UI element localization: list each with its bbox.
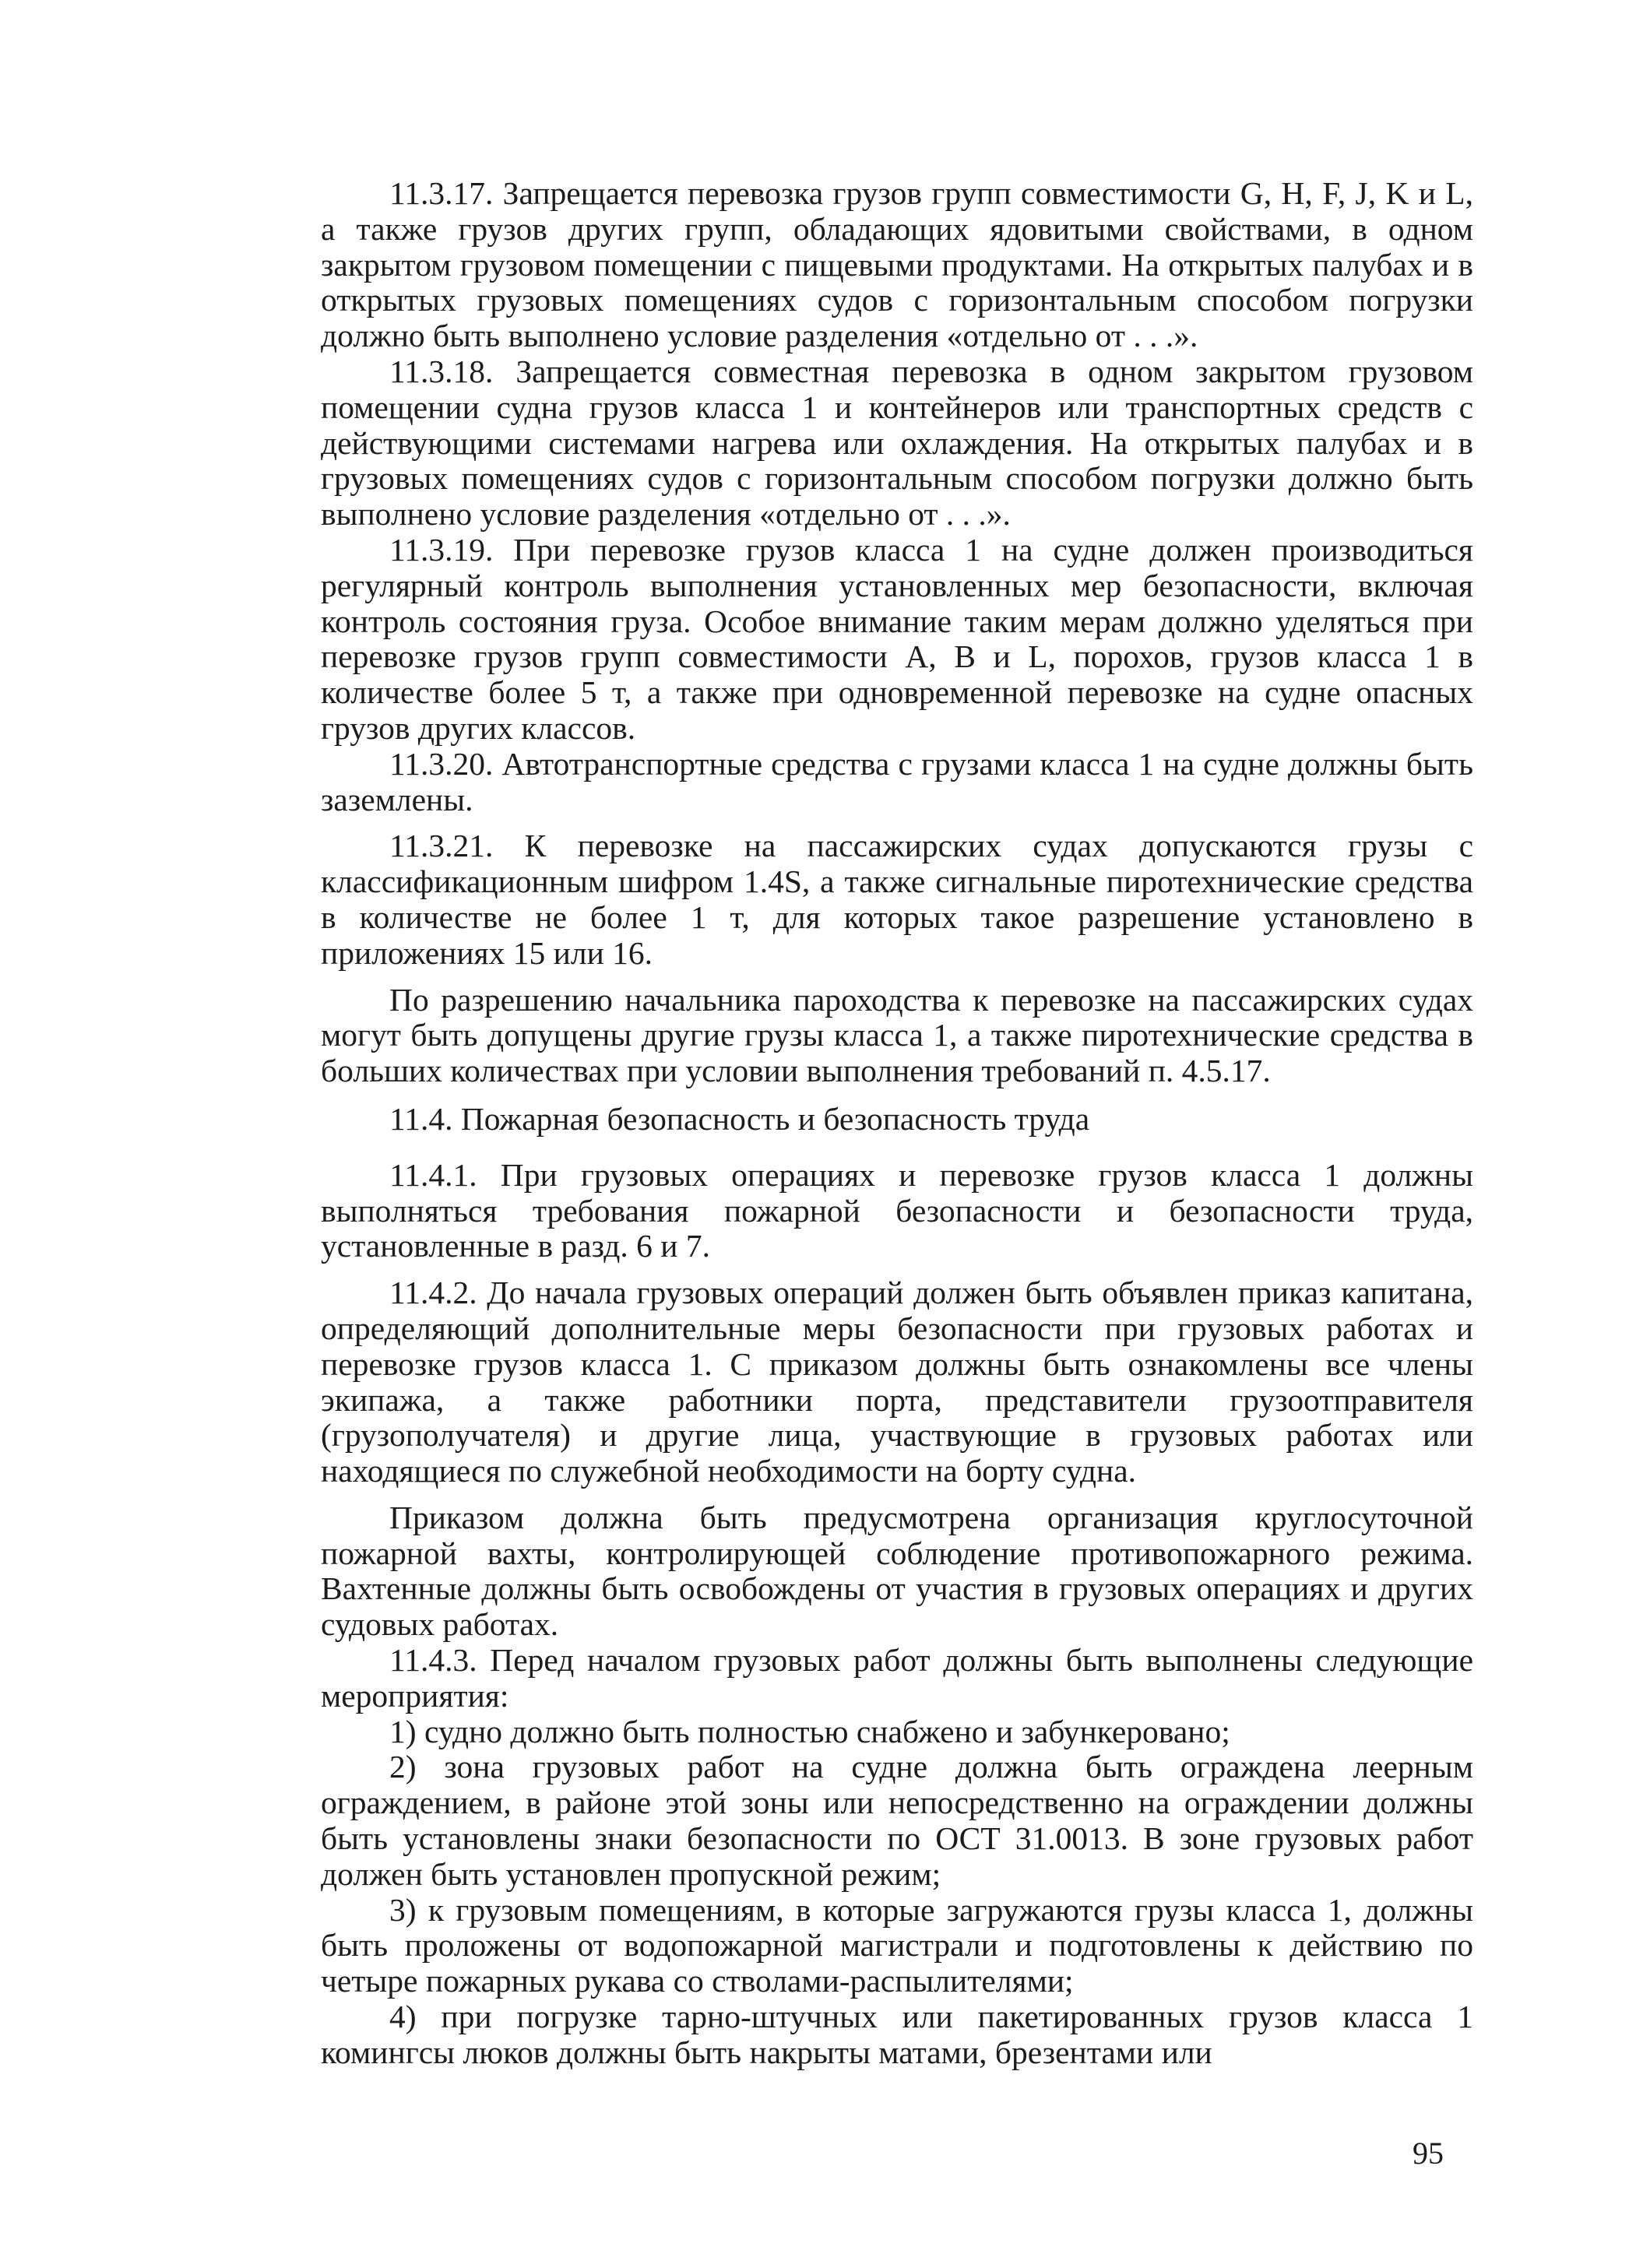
paragraph-11-3-21-continued: По разрешению начальника пароходства к перевозке на пассажирских судах могут быть допущены другие грузы класса 1, а также пиротехнические средства в больших количествах при условии выполнения требований п. 4.5.17. (321, 981, 1473, 1089)
document-body (321, 176, 1473, 2071)
page-number: 95 (1413, 2136, 1444, 2171)
list-item-1: 1) судно должно быть полностью снабжено и забункеровано; (389, 1713, 1230, 1749)
list-item-3: 3) к грузовым помещениям, в которые загружаются грузы класса 1, должны быть проложены от водопожарной магистрали и подготовлены к действию по четыре пожарных рукава со стволами-распылителями; (321, 1891, 1473, 1999)
paragraph-11-3-20: 11.3.20. Автотранспортные средства с грузами класса 1 на судне должны быть заземлены. (321, 745, 1473, 818)
paragraph-11-4-1: 11.4.1. При грузовых операциях и перевозке грузов класса 1 должны выполняться требования пожарной безопасности и безопасности труда, установленные в разд. 6 и 7. (321, 1156, 1473, 1264)
paragraph-11-4-2: 11.4.2. До начала грузовых операций должен быть объявлен приказ капитана, определяющий дополнительные меры безопасности при грузовых работах и перевозке грузов класса 1. С приказом должны быть ознакомлены все члены экипажа, а также работники порта, представители грузоотправителя (грузополучателя) и другие лица, участвующие в грузовых работах или находящиеся по служебной необходимости на борту судна. (321, 1275, 1473, 1489)
paragraph-11-3-19: 11.3.19. При перевозке грузов класса 1 на судне должен производиться регулярный контроль выполнения установленных мер безопасности, включая контроль состояния груза. Особое внимание таким мерам должно уделяться при перевозке грузов групп совместимости A, B и L, порохов, грузов класса 1 в количестве более 5 т, а также при одновременной перевозке на судне опасных грузов других классов. (321, 531, 1473, 746)
paragraph-11-3-21: 11.3.21. К перевозке на пассажирских судах допускаются грузы с классификационным шифром 1.4S, а также сигнальные пиротехнические средства в количестве не более 1 т, для которых такое разрешение установлено в приложениях 15 или 16. (321, 828, 1473, 971)
paragraph-11-4-2-continued: Приказом должна быть предусмотрена организация круглосуточной пожарной вахты, контролирующей соблюдение противопожарного режима. Вахтенные должны быть освобождены от участия в грузовых операциях и других судовых работах. (321, 1499, 1473, 1643)
paragraph-11-4-3: 11.4.3. Перед началом грузовых работ должны быть выполнены следующие мероприятия: (321, 1642, 1473, 1714)
list-item-2: 2) зона грузовых работ на судне должна быть ограждена леерным ограждением, в районе этой зоны или непосредственно на ограждении должны быть установлены знаки безопасности по ОСТ 31.0013. В зоне грузовых работ должен быть установлен пропускной режим; (321, 1749, 1473, 1892)
section-heading: 11.4. Пожарная безопасность и безопасность труда (389, 1100, 1090, 1137)
list-item-4: 4) при погрузке тарно-штучных или пакетированных грузов класса 1 комингсы люков должны быть накрыты матами, брезентами или (321, 1999, 1473, 2070)
paragraph-11-3-17: 11.3.17. Запрещается перевозка грузов групп совместимости G, H, F, J, K и L, а также грузов других групп, обладающих ядовитыми свойствами, в одном закрытом грузовом помещении с пищевыми продуктами. На открытых палубах и в открытых грузовых помещениях судов с горизонтальным способом погрузки должно быть выполнено условие разделения «отдельно от . . .». (321, 175, 1473, 354)
paragraph-11-3-18: 11.3.18. Запрещается совместная перевозка в одном закрытом грузовом помещении судна грузов класса 1 и контейнеров или транспортных средств с действующими системами нагрева или охлаждения. На открытых палубах и в грузовых помещениях судов с горизонтальным способом погрузки должно быть выполнено условие разделения «отдельно от . . .». (321, 353, 1473, 533)
